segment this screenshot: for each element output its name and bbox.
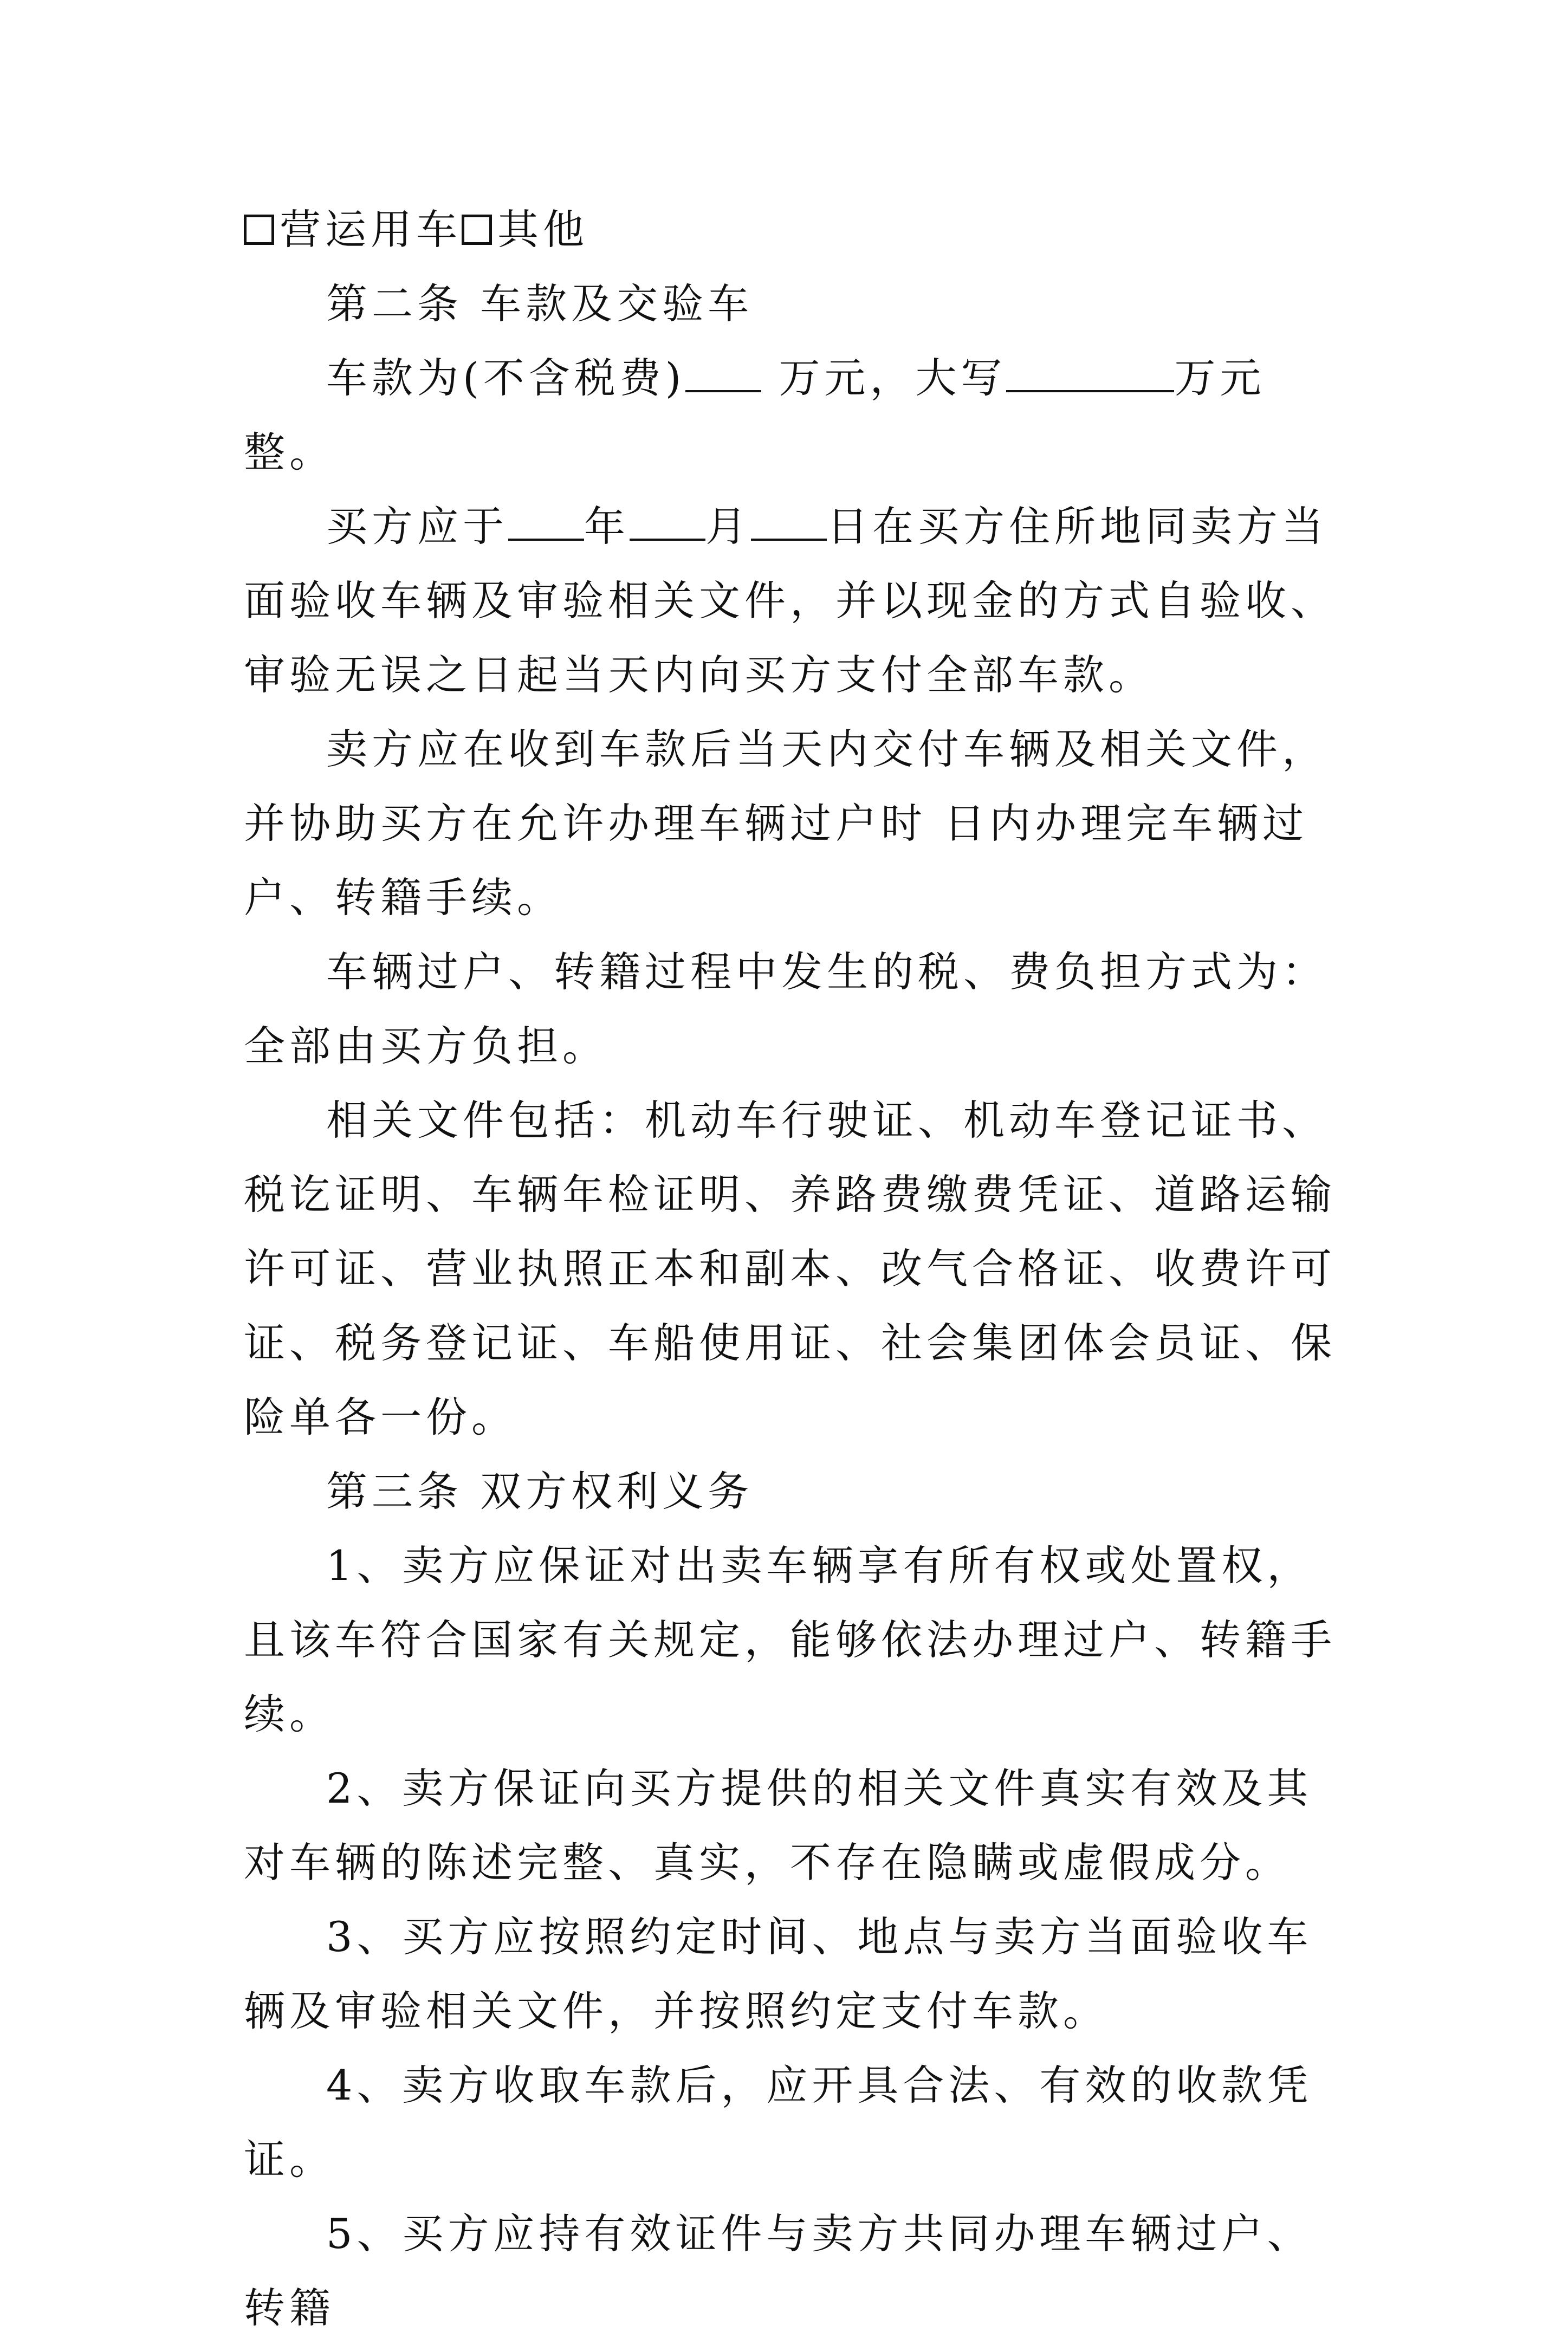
document-body	[244, 192, 1344, 2345]
obligation-item-2: 2、卖方保证向买方提供的相关文件真实有效及其对车辆的陈述完整、真实，不存在隐瞒或虚假成分。	[244, 1764, 1313, 1887]
checkbox-commercial-vehicle[interactable]	[244, 215, 274, 245]
obligation-item-1: 1、卖方应保证对出卖车辆享有所有权或处置权，且该车符合国家有关规定，能够依法办理过户、转籍手续。	[244, 1541, 1336, 1738]
article-2-heading: 第二条 车款及交验车	[326, 280, 754, 328]
month-blank[interactable]	[630, 503, 705, 541]
obligation-item-5: 5、买方应持有效证件与卖方共同办理车辆过户、转籍	[244, 2210, 1313, 2332]
option-other-label: 其他	[497, 205, 588, 254]
obligation-item-4: 4、卖方收取车款后，应开具合法、有效的收款凭证。	[244, 2061, 1313, 2184]
price-clause	[244, 341, 1344, 489]
documents-clause: 相关文件包括：机动车行驶证、机动车登记证书、税讫证明、车辆年检证明、养路费缴费凭证、道路运输许可证、营业执照正本和副本、改气合格证、收费许可证、税务登记证、车船使用证、社会集团体会员证、保险单各一份。	[244, 1096, 1336, 1441]
article-3-heading: 第三条 双方权利义务	[326, 1467, 754, 1515]
price-prefix: 车款为(不含税费)	[326, 354, 686, 402]
year-blank[interactable]	[508, 503, 584, 541]
delivery-clause: 卖方应在收到车款后当天内交付车辆及相关文件，并协助买方在允许办理车辆过户时 日内办理完车辆过户、转籍手续。	[244, 725, 1327, 922]
payment-date-clause	[244, 489, 1344, 712]
date-rest: 日在买方住所地同卖方当面验收车辆及审验相关文件，并以现金的方式自验收、审验无误之日起当天内向买方支付全部车款。	[244, 502, 1336, 699]
price-amount-blank[interactable]	[685, 354, 761, 392]
checkbox-other[interactable]	[462, 215, 492, 245]
option-commercial-vehicle-label: 营运用车	[280, 205, 462, 254]
day-blank[interactable]	[751, 503, 827, 541]
date-prefix: 买方应于	[326, 502, 508, 550]
price-words-blank[interactable]	[1006, 354, 1174, 392]
tax-clause: 车辆过户、转籍过程中发生的税、费负担方式为：全部由买方负担。	[244, 948, 1327, 1070]
price-mid: 万元，大写	[779, 354, 1007, 402]
vehicle-type-options	[244, 192, 1344, 267]
date-year-label: 年	[584, 502, 630, 550]
obligation-item-3: 3、买方应按照约定时间、地点与卖方当面验收车辆及审验相关文件，并按照约定支付车款。	[244, 1913, 1313, 2035]
price-suffix: 万元整。	[244, 354, 1266, 476]
date-month-label: 月	[705, 502, 751, 550]
